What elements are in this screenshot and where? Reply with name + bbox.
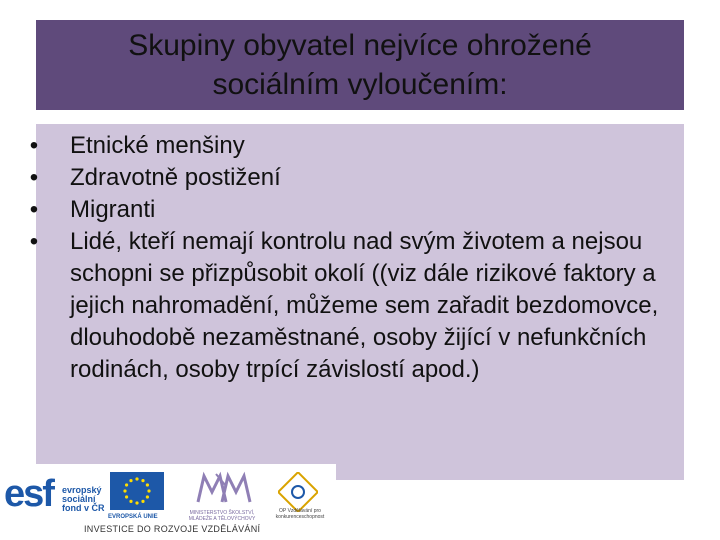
bullet-dot: • xyxy=(29,164,39,191)
logo-bar xyxy=(0,464,336,540)
bullet-text: Zdravotně postižení xyxy=(70,164,281,191)
bullet-list xyxy=(24,130,684,386)
investice-caption: INVESTICE DO ROZVOJE VZDĚLÁVÁNÍ xyxy=(84,524,261,534)
bullet-text: Lidé, kteří nemají kontrolu nad svým životem a nejsou schopni se přizpůsobit okolí ((viz dále rizikové faktory a jejich nahromadění, můžeme sem zařadit bezdomovce, dlouhodobě nezaměstnané, osoby žijící v nefunkčních rodinách, osoby trpící závislostí apod.) xyxy=(70,228,659,383)
bullet-item xyxy=(24,130,684,162)
title-line-2: sociálním vyloučením: xyxy=(212,68,508,101)
bullet-item xyxy=(24,162,684,194)
logo-strip xyxy=(0,464,336,524)
op-caption: OP Vzdělávání pro konkurenceschopnost xyxy=(275,508,325,520)
eu-flag-icon xyxy=(110,472,164,510)
esf-caption: evropský sociální fond v ČR xyxy=(62,485,105,513)
title-line-1: Skupiny obyvatel nejvíce ohrožené xyxy=(128,29,592,62)
bullet-item xyxy=(24,194,684,226)
msmt-caption: MINISTERSTVO ŠKOLSTVÍ, MLÁDEŽE A TĚLOVÝCHOVY xyxy=(188,510,256,522)
msmt-logo-icon xyxy=(192,468,252,510)
bullet-item xyxy=(24,226,684,386)
slide-title xyxy=(36,20,684,110)
esf-logo: esf xyxy=(4,473,53,515)
bullet-dot: • xyxy=(29,228,39,255)
bullet-text: Migranti xyxy=(70,196,156,223)
bullet-dot: • xyxy=(29,132,39,159)
op-logo-icon xyxy=(278,472,318,512)
bullet-text: Etnické menšiny xyxy=(70,132,245,159)
eu-caption: EVROPSKÁ UNIE xyxy=(108,514,158,520)
bullet-dot: • xyxy=(29,196,39,223)
